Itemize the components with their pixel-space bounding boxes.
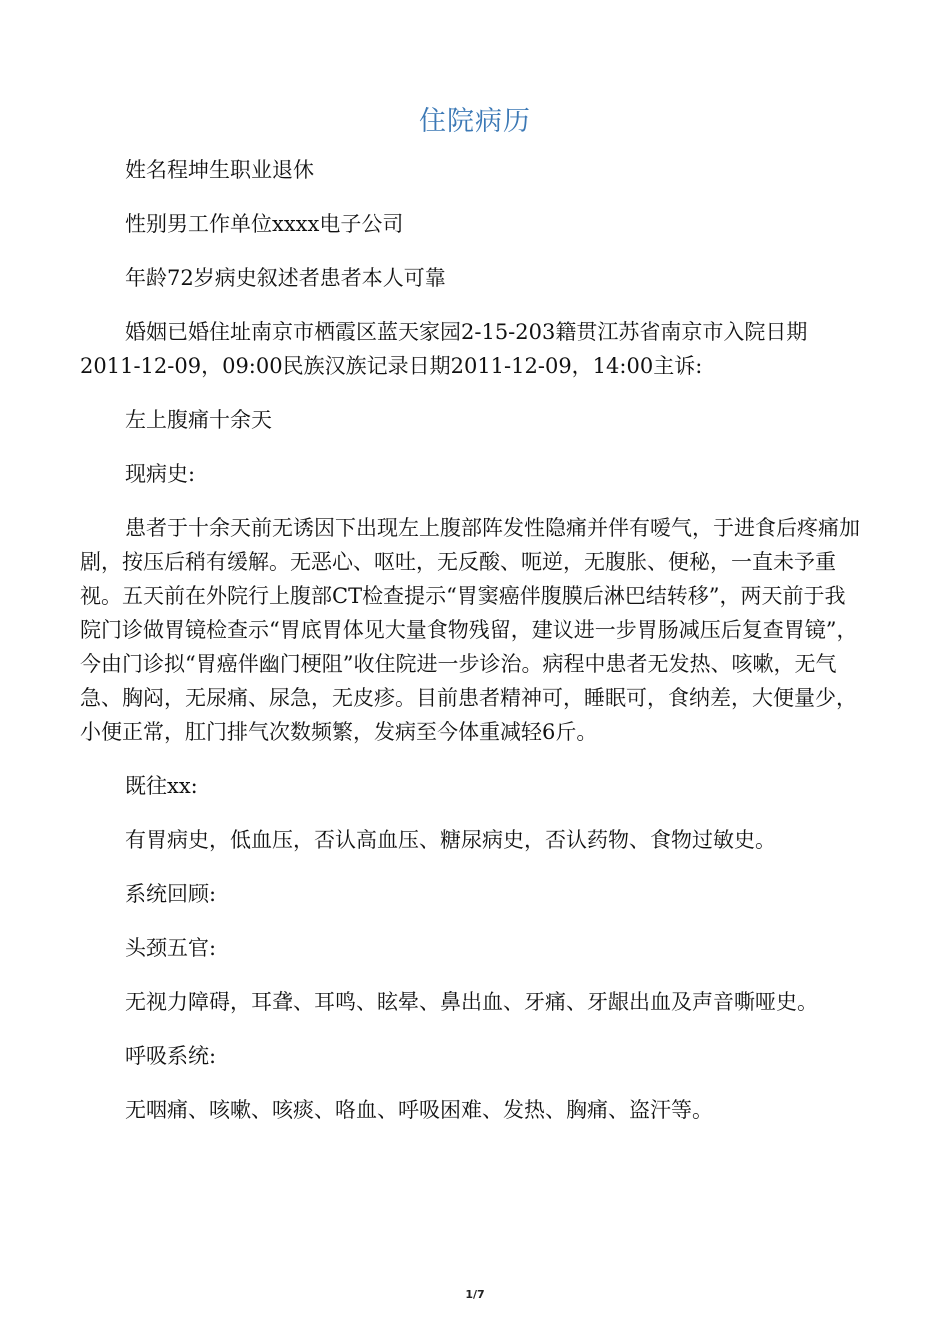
paragraph-respiratory: 无咽痛、咳嗽、咳痰、咯血、呼吸困难、发热、胸痛、盗汗等。 <box>125 1098 713 1122</box>
paragraph-chief-complaint: 左上腹痛十余天 <box>125 408 272 432</box>
paragraph-age-informant: 年龄72岁病史叙述者患者本人可靠 <box>125 266 446 290</box>
heading-respiratory: 呼吸系统: <box>125 1044 217 1068</box>
page-number: 1/7 <box>465 1288 485 1301</box>
heading-present-illness: 现病史: <box>125 462 196 486</box>
paragraph-present-illness: 患者于十余天前无诱因下出现左上腹部阵发性隐痛并伴有嗳气，于进食后疼痛加剧，按压后稍有缓解。无恶心、呕吐，无反酸、呃逆，无腹胀、便秘，一直未予重视。五天前在外院行上腹部CT检查提示“胃窦癌伴腹膜后淋巴结转移”，两天前于我院门诊做胃镜检查示“胃底胃体见大量食物残留，建议进一步胃肠减压后复查胃镜”，今由门诊拟“胃癌伴幽门梗阻”收住院进一步诊治。病程中患者无发热、咳嗽，无气急、胸闷，无尿痛、尿急，无皮疹。目前患者精神可，睡眠可，食纳差，大便量少，小便正常，肛门排气次数频繁，发病至今体重减轻6斤。 <box>80 516 860 744</box>
paragraph-head-neck: 无视力障碍，耳聋、耳鸣、眩晕、鼻出血、牙痛、牙龈出血及声音嘶哑史。 <box>125 990 818 1014</box>
paragraph-past-history: 有胃病史，低血压，否认高血压、糖尿病史，否认药物、食物过敏史。 <box>125 828 776 852</box>
paragraph-sex-employer: 性别男工作单位xxxx电子公司 <box>125 212 404 236</box>
document-title: 住院病历 <box>419 106 531 137</box>
heading-head-neck: 头颈五官: <box>125 936 217 960</box>
document-body <box>80 153 860 1147</box>
heading-past-history: 既往xx: <box>125 774 198 798</box>
paragraph-name-occupation: 姓名程坤生职业退休 <box>125 158 314 182</box>
paragraph-marital-address-dates: 婚姻已婚住址南京市栖霞区蓝天家园2-15-203籍贯江苏省南京市入院日期2011-12-09，09:00民族汉族记录日期2011-12-09，14:00主诉: <box>80 320 808 378</box>
heading-system-review: 系统回顾: <box>125 882 217 906</box>
